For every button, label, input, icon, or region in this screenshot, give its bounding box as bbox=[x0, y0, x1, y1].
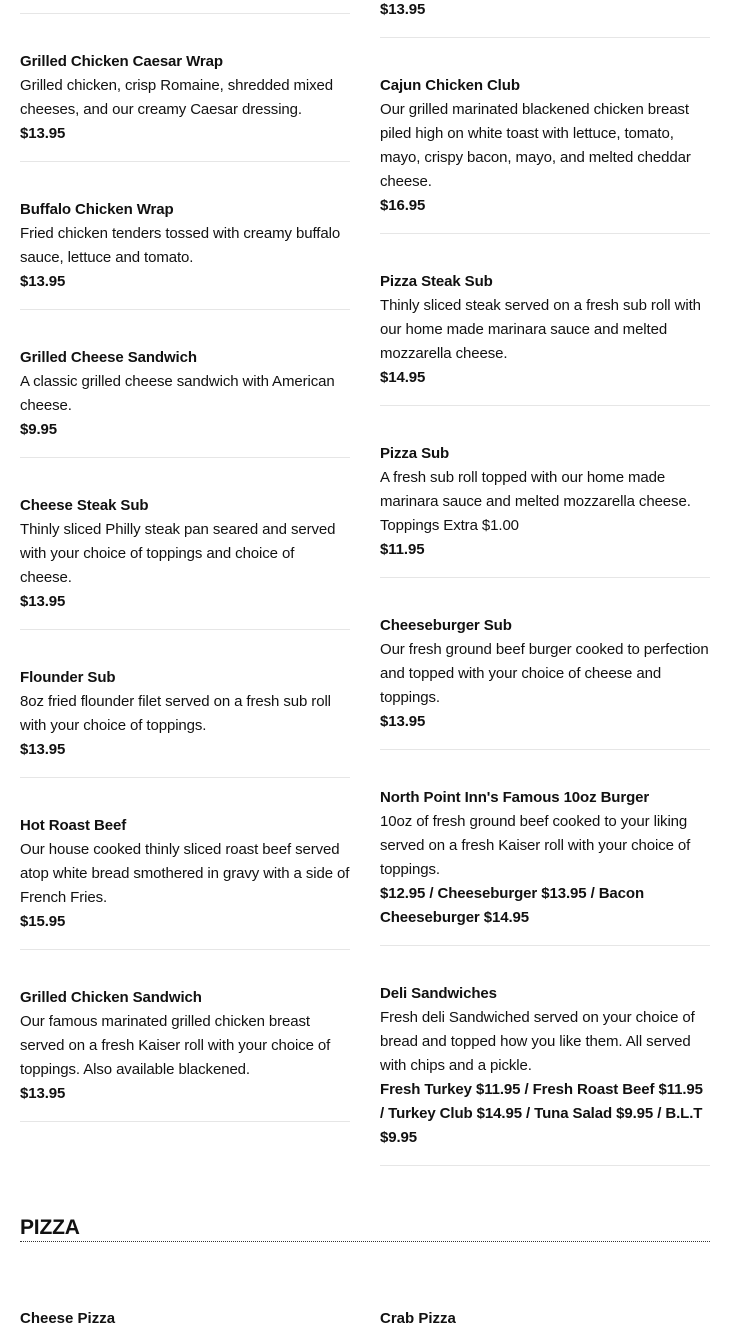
item-separator bbox=[380, 1165, 710, 1166]
item-price: $14.95 bbox=[380, 369, 426, 386]
item-separator bbox=[380, 577, 710, 578]
item-description: 8oz fried flounder filet served on a fresh sub roll with your choice of toppings. bbox=[20, 693, 331, 734]
menu-item bbox=[380, 614, 710, 734]
item-name: Crab Pizza bbox=[380, 1310, 456, 1325]
item-name: Cajun Chicken Club bbox=[380, 77, 520, 94]
menu-item bbox=[380, 270, 710, 390]
item-description: Our house cooked thinly sliced roast beef served atop white bread smothered in gravy with a side of French Fries. bbox=[20, 841, 350, 906]
item-name: Cheese Pizza bbox=[20, 1310, 116, 1325]
item-price: $11.95 bbox=[380, 541, 425, 558]
item-separator bbox=[20, 13, 350, 14]
item-name: Pizza Steak Sub bbox=[380, 273, 493, 290]
menu-item bbox=[20, 198, 350, 294]
item-name: Flounder Sub bbox=[20, 669, 116, 686]
menu-item bbox=[380, 786, 710, 930]
item-description: Our fresh ground beef burger cooked to perfection and topped with your choice of cheese and toppings. bbox=[380, 641, 709, 706]
item-name: Cheese Steak Sub bbox=[20, 497, 149, 514]
menu-item bbox=[380, 442, 710, 562]
menu-item bbox=[20, 986, 350, 1106]
item-separator bbox=[20, 777, 350, 778]
menu-item bbox=[20, 50, 350, 146]
item-description: Our grilled marinated blackened chicken breast piled high on white toast with lettuce, tomato, mayo, crispy bacon, mayo, and melted cheddar cheese. bbox=[380, 101, 691, 190]
menu-item-partial bbox=[380, 0, 710, 22]
item-description: Thinly sliced steak served on a fresh sub roll with our home made marinara sauce and melted mozzarella cheese. bbox=[380, 297, 701, 362]
item-description: Fried chicken tenders tossed with creamy buffalo sauce, lettuce and tomato. bbox=[20, 225, 341, 266]
item-price: $12.95 / Cheeseburger $13.95 / Bacon Cheeseburger $14.95 bbox=[380, 885, 645, 926]
item-price: $13.95 bbox=[20, 1085, 66, 1102]
item-separator bbox=[380, 233, 710, 234]
item-price: $13.95 bbox=[380, 713, 426, 730]
item-separator bbox=[20, 161, 350, 162]
item-name: North Point Inn's Famous 10oz Burger bbox=[380, 789, 650, 806]
item-separator bbox=[20, 629, 350, 630]
item-price: $13.95 bbox=[20, 741, 66, 758]
item-price: Fresh Turkey $11.95 / Fresh Roast Beef $11.95 / Turkey Club $14.95 / Tuna Salad $9.95 / B.L.T $9.95 bbox=[380, 1081, 703, 1146]
section-title: PIZZA bbox=[20, 1216, 80, 1239]
item-separator bbox=[20, 949, 350, 950]
item-price: $9.95 bbox=[20, 421, 58, 438]
item-name: Grilled Chicken Caesar Wrap bbox=[20, 53, 223, 70]
menu-item bbox=[380, 74, 710, 218]
item-separator bbox=[20, 309, 350, 310]
item-price: $16.95 bbox=[380, 197, 426, 214]
item-price: $13.95 bbox=[20, 273, 66, 290]
item-description: A classic grilled cheese sandwich with American cheese. bbox=[20, 373, 335, 414]
item-name: Pizza Sub bbox=[380, 445, 450, 462]
item-description: 10oz of fresh ground beef cooked to your liking served on a fresh Kaiser roll with your choice of toppings. bbox=[380, 813, 691, 878]
menu-item bbox=[20, 494, 350, 614]
item-description: A fresh sub roll topped with our home made marinara sauce and melted mozzarella cheese. Toppings Extra $1.00 bbox=[380, 469, 691, 534]
item-separator bbox=[380, 405, 710, 406]
item-description: Grilled chicken, crisp Romaine, shredded mixed cheeses, and our creamy Caesar dressing. bbox=[20, 77, 334, 118]
menu-item bbox=[20, 346, 350, 442]
menu-item bbox=[20, 814, 350, 934]
item-name: Grilled Chicken Sandwich bbox=[20, 989, 202, 1006]
menu-item bbox=[20, 666, 350, 762]
item-price: $13.95 bbox=[20, 125, 66, 142]
menu-item bbox=[380, 982, 710, 1150]
item-separator bbox=[20, 1121, 350, 1122]
item-separator bbox=[380, 749, 710, 750]
item-separator bbox=[20, 457, 350, 458]
item-name: Buffalo Chicken Wrap bbox=[20, 201, 174, 218]
item-description: Fresh deli Sandwiched served on your choice of bread and topped how you like them. All served with chips and a pickle. bbox=[380, 1009, 695, 1074]
item-name: Cheeseburger Sub bbox=[380, 617, 512, 634]
item-name: Deli Sandwiches bbox=[380, 985, 497, 1002]
item-name: Hot Roast Beef bbox=[20, 817, 127, 834]
item-separator bbox=[380, 945, 710, 946]
item-price: $13.95 bbox=[20, 593, 66, 610]
item-description: Our famous marinated grilled chicken breast served on a fresh Kaiser roll with your choice of toppings. Also available blackened. bbox=[20, 1013, 331, 1078]
item-name: Grilled Cheese Sandwich bbox=[20, 349, 197, 366]
item-price: $15.95 bbox=[20, 913, 66, 930]
section-divider bbox=[20, 1241, 710, 1242]
item-description: Thinly sliced Philly steak pan seared and served with your choice of toppings and choice of cheese. bbox=[20, 521, 336, 586]
item-price: $13.95 bbox=[380, 1, 426, 18]
item-separator bbox=[380, 37, 710, 38]
